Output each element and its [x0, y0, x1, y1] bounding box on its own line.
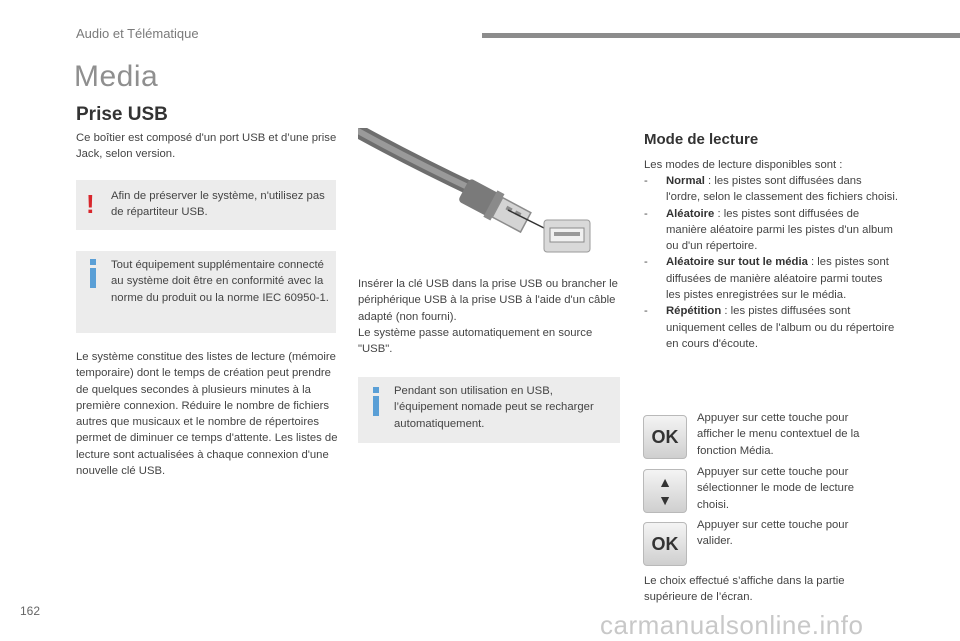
section-title-mode: Mode de lecture [644, 131, 759, 148]
ok-button-icon: OK [643, 415, 687, 459]
header-label: Audio et Télématique [76, 26, 199, 41]
choice-footer: Le choix effectué s’affiche dans la partie supérieure de l’écran. [644, 575, 845, 604]
ok-button-icon: OK [643, 522, 687, 566]
warning-box [76, 180, 336, 230]
usb-port-illustration [544, 220, 590, 252]
info-box-compliance [76, 251, 336, 333]
exclamation-icon: ! [86, 189, 95, 219]
list-item: - Aléatoire sur tout le média : les pistes sont diffusées de manière aléatoire parmi toutes les pistes enregistrées sur le média. [644, 254, 899, 303]
key-desc-select: Appuyer sur cette touche pour sélectionner le mode de lecture choisi. [697, 466, 854, 511]
up-arrow-icon: ▲ [658, 474, 672, 490]
usb-intro: Ce boîtier est composé d'un port USB et d’une prise Jack, selon version. [76, 132, 337, 161]
list-item: - Normal : les pistes sont diffusées dans l'ordre, selon le classement des fichiers choisi. [644, 173, 899, 206]
page-title: Media [74, 60, 159, 93]
key-desc-menu: Appuyer sur cette touche pour afficher le menu contextuel de la fonction Média. [697, 412, 860, 457]
page-number: 162 [20, 604, 41, 618]
usb-illustration [358, 128, 620, 258]
usb-instructions: Insérer la clé USB dans la prise USB ou brancher le périphérique USB à la prise USB à l'aide d'un câble adapté (non fourni). Le système passe automatiquement en source "USB". [358, 278, 618, 356]
info-box-charging [358, 377, 620, 443]
list-item: - Répétition : les pistes diffusées sont uniquement celles de l'album ou du répertoire en cours d'écoute. [644, 303, 899, 352]
modes-intro: Les modes de lecture disponibles sont : [644, 159, 843, 171]
info-icon [366, 387, 388, 417]
info-text-charging: Pendant son utilisation en USB, l’équipement nomade peut se recharger automatiquement. [394, 385, 594, 430]
watermark: carmanualsonline.info [600, 610, 864, 640]
playlist-body: Le système constitue des listes de lecture (mémoire temporaire) dont le temps de création peut prendre de quelques secondes à plusieurs minutes à la première connexion. Réduire le nombre de fichiers autres que musicaux et le nombre de répertoires permet de diminuer ce temps d'attente. Les listes de lecture sont actualisées à chaque connexion d'une nouvelle clé USB. [76, 351, 338, 478]
info-icon [83, 259, 105, 289]
up-down-arrows-icon [643, 469, 687, 513]
header-bar [482, 33, 960, 38]
info-text-compliance: Tout équipement supplémentaire connecté au système doit être en conformité avec la norme du produit ou la norme IEC 60950-1. [111, 259, 329, 304]
down-arrow-icon: ▼ [658, 492, 672, 508]
usb-plug-illustration [457, 176, 533, 235]
list-item: - Aléatoire : les pistes sont diffusées de manière aléatoire parmi les pistes d'un album ou d'un répertoire. [644, 206, 899, 255]
modes-list [644, 173, 899, 352]
section-title-usb: Prise USB [76, 104, 168, 125]
warning-text: Afin de préserver le système, n'utilisez pas de répartiteur USB. [111, 190, 325, 219]
key-desc-validate: Appuyer sur cette touche pour valider. [697, 519, 849, 548]
